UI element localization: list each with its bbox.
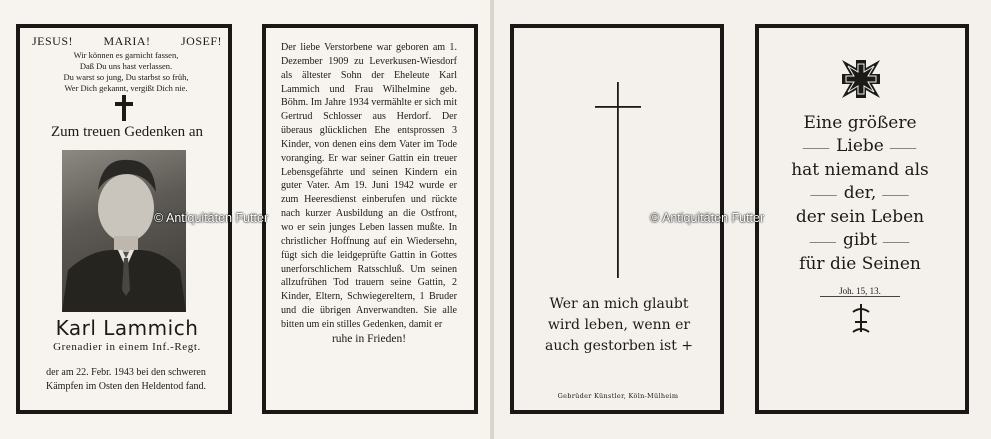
verse-reference: Joh. 15, 13.: [820, 286, 900, 297]
small-cross-icon: [114, 95, 134, 121]
watermark: © Antiquitäten Futter: [154, 211, 269, 225]
military-rank: Grenadier in einem Inf.-Regt.: [53, 341, 201, 353]
header-word: JESUS!: [32, 34, 74, 48]
quote-line: Wer an mich glaubt: [549, 296, 689, 312]
ornament: ⸻: [889, 140, 918, 154]
closing-line: ruhe in Frieden!: [331, 332, 407, 345]
biography-text: Der liebe Verstorbene war geboren am 1. Dezember 1909 zu Leverkusen-Wiesdorf als ältester Sohn der Eheleute Karl Lammich und Frau Wilhelmine geb. Böhm. Im Jahre 1934 vermählte er sich mit Gertrud Schlosser aus Herdorf. Der überaus glücklichen Ehe entsprossen 3 Kinder, von denen eins dem Vater im Tode voranging. Er war seiner Gattin ein treuer Lebensgefährte und seinen Kindern ein guter Vater. Am 19. Juni 1942 wurde er zum Heeresdienst einberufen und rückte nach kurzer Ausbildung an die Ostfront, wo er sein junges Leben lassen mußte. In christlicher Hoffnung auf ein Wiedersehn, fügt sich die leidgeprüfte Gattin in Gottes unerforschlichem Ratsschluß. Um seinen allzufrühen Tod trauern seine Gattin, 2 Kinder, Eltern, Schwiegereltern, 1 Bruder und die übrigen Anverwandten. Sie alle bitten um ein stilles Gedenken, damit er: [281, 42, 457, 330]
biography-block: [281, 41, 457, 347]
verse-line: hat niemand als: [791, 160, 929, 180]
death-line: der am 22. Febr. 1943 bei den schweren: [46, 367, 206, 378]
ornament: ⸻: [802, 140, 831, 154]
verse-line: für die Seinen: [799, 254, 921, 274]
ornament: ⸻: [881, 187, 911, 201]
deceased-name: Karl Lammich: [55, 316, 199, 340]
quote-line: auch gestorben ist +: [544, 338, 694, 354]
verse-line: Eine größere: [803, 113, 917, 133]
quote-line: wird leben, wenn er: [547, 317, 691, 333]
watermark: © Antiquitäten Futter: [650, 211, 765, 225]
printer-imprint: Gebrüder Künstler, Köln-Mülheim: [557, 392, 679, 400]
dedication-text: Zum treuen Gedenken an: [50, 124, 204, 140]
header-word: JOSEF!: [180, 34, 222, 48]
ornament: ⸻: [882, 234, 911, 248]
death-line: Kämpfen im Osten den Heldentod fand.: [46, 381, 206, 392]
verse-line: ⸻ der, ⸻: [809, 182, 911, 203]
faith-quote: [530, 294, 708, 357]
iron-cross-icon: [840, 58, 882, 100]
thin-cross-icon: [594, 82, 642, 282]
ornament: ⸻: [809, 234, 838, 248]
portrait-photo: [62, 150, 186, 312]
bible-verse: [765, 112, 955, 276]
poem-line: Wer Dich gekannt, vergißt Dich nie.: [64, 83, 188, 93]
poem-line: Daß Du uns hast verlassen.: [79, 61, 173, 71]
verse-line: der sein Leben: [795, 207, 925, 227]
verse-line: ⸻ Liebe ⸻: [802, 135, 918, 156]
poem-line: Wir können es garnicht fassen,: [73, 50, 179, 60]
verse-line: ⸻ gibt ⸻: [809, 229, 911, 250]
header-word: MARIA!: [103, 34, 151, 48]
memorial-poem: [26, 50, 226, 94]
poem-line: Du warst so jung, Du starbst so früh,: [63, 72, 189, 82]
monogram-ornament-icon: [849, 302, 873, 334]
header-invocation: [32, 34, 222, 49]
death-notice: [28, 366, 224, 394]
ornament: ⸻: [809, 187, 839, 201]
